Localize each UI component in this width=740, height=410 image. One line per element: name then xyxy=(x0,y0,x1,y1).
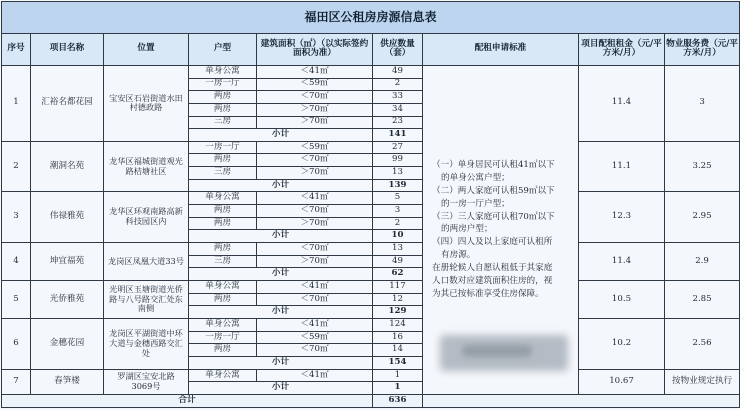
unit-count: 33 xyxy=(373,91,423,104)
project-name: 金穗花园 xyxy=(31,319,104,370)
unit-type: 单身公寓 xyxy=(189,192,257,205)
unit-type: 两房 xyxy=(189,205,257,218)
project-rent: 10.67 xyxy=(579,369,665,394)
project-name: 春笋楼 xyxy=(31,369,104,394)
subtotal-label: 小计 xyxy=(189,306,373,319)
unit-area: ＜70㎡ xyxy=(257,91,373,104)
unit-type: 两房 xyxy=(189,293,257,306)
unit-count: 16 xyxy=(373,331,423,344)
unit-type: 三房 xyxy=(189,116,257,129)
unit-count: 49 xyxy=(373,65,423,78)
project-fee: 2.95 xyxy=(665,192,740,243)
table-row xyxy=(2,192,740,205)
unit-area: ＞70㎡ xyxy=(257,116,373,129)
header-area: 建筑面积（㎡）（以实际签约面积为准） xyxy=(257,33,373,65)
project-location: 龙岗区凤凰大道33号 xyxy=(104,243,189,281)
unit-type: 一房一厅 xyxy=(189,78,257,91)
table-title: 福田区公租房房源信息表 xyxy=(2,2,740,34)
unit-area: ＞70㎡ xyxy=(257,167,373,180)
project-fee: 2.9 xyxy=(665,243,740,281)
application-standard xyxy=(423,65,579,394)
project-name: 潮洞名苑 xyxy=(31,141,104,192)
subtotal-count: 62 xyxy=(373,268,423,281)
project-location: 罗湖区宝安北路3069号 xyxy=(104,369,189,394)
unit-count: 2 xyxy=(373,217,423,230)
standard-line: （一）单身居民可认租41㎡以下 xyxy=(432,160,555,170)
project-name: 汇裕名都花园 xyxy=(31,65,104,141)
unit-type: 两房 xyxy=(189,103,257,116)
header-fee: 物业服务费（元/平方米/月） xyxy=(665,33,740,65)
unit-type: 单身公寓 xyxy=(189,65,257,78)
subtotal-label: 小计 xyxy=(189,356,373,369)
standard-line: （二）两人家庭可认租59㎡以下 xyxy=(432,185,555,196)
project-no: 4 xyxy=(2,243,31,281)
housing-table xyxy=(1,1,740,408)
standard-text xyxy=(432,159,569,301)
unit-type: 单身公寓 xyxy=(189,369,257,382)
project-name: 伟禄雅苑 xyxy=(31,192,104,243)
unit-count: 2 xyxy=(373,78,423,91)
unit-count: 3 xyxy=(373,205,423,218)
project-rent: 11.4 xyxy=(579,243,665,281)
project-rent: 10.2 xyxy=(579,319,665,370)
project-fee: 2.85 xyxy=(665,281,740,319)
project-no: 3 xyxy=(2,192,31,243)
project-no: 2 xyxy=(2,141,31,192)
table-row xyxy=(2,65,740,78)
unit-type: 两房 xyxy=(189,243,257,256)
project-location: 光明区玉塘街道光侨路与八号路交汇处东南侧 xyxy=(104,281,189,319)
project-no: 6 xyxy=(2,319,31,370)
unit-count: 34 xyxy=(373,103,423,116)
unit-count: 13 xyxy=(373,167,423,180)
subtotal-label: 小计 xyxy=(189,268,373,281)
unit-type: 单身公寓 xyxy=(189,319,257,332)
unit-type: 两房 xyxy=(189,344,257,357)
project-fee: 2.56 xyxy=(665,319,740,370)
unit-type: 两房 xyxy=(189,154,257,167)
header-rent: 项目配租租金（元/平方米/月） xyxy=(579,33,665,65)
standard-line: 有房源。 xyxy=(441,250,476,261)
unit-area: ＜70㎡ xyxy=(257,344,373,357)
unit-area: ＜41㎡ xyxy=(257,369,373,382)
unit-area: ＜70㎡ xyxy=(257,154,373,167)
subtotal-count: 141 xyxy=(373,129,423,142)
subtotal-count: 139 xyxy=(373,179,423,192)
unit-type: 两房 xyxy=(189,91,257,104)
table-row xyxy=(2,243,740,256)
table-row xyxy=(2,141,740,154)
subtotal-count: 154 xyxy=(373,356,423,369)
project-no: 5 xyxy=(2,281,31,319)
unit-type: 一房一厅 xyxy=(189,141,257,154)
project-location: 龙华区福城街道观光路桔塘社区 xyxy=(104,141,189,192)
total-label: 合计 xyxy=(2,394,373,407)
unit-area: ＜41㎡ xyxy=(257,319,373,332)
project-no: 7 xyxy=(2,369,31,394)
unit-count: 49 xyxy=(373,255,423,268)
project-rent: 10.5 xyxy=(579,281,665,319)
project-location: 宝安区石岩街道水田村德政路 xyxy=(104,65,189,141)
unit-count: 23 xyxy=(373,116,423,129)
subtotal-count: 10 xyxy=(373,230,423,243)
project-name: 光侨雅苑 xyxy=(31,281,104,319)
unit-type: 单身公寓 xyxy=(189,281,257,294)
unit-type: 两房 xyxy=(189,217,257,230)
subtotal-label: 小计 xyxy=(189,129,373,142)
project-rent: 11.4 xyxy=(579,65,665,141)
unit-area: ＞70㎡ xyxy=(257,103,373,116)
project-location: 龙华区环观南路高新科技园区内 xyxy=(104,192,189,243)
project-fee: 3 xyxy=(665,65,740,141)
unit-count: 1 xyxy=(373,369,423,382)
unit-count: 13 xyxy=(373,243,423,256)
unit-count: 14 xyxy=(373,344,423,357)
total-blank xyxy=(423,394,740,407)
header-type: 户型 xyxy=(189,33,257,65)
unit-area: ＜59㎡ xyxy=(257,331,373,344)
standard-line: 人口数对应建筑面积住房的，视 xyxy=(432,276,553,287)
unit-count: 124 xyxy=(373,319,423,332)
unit-count: 12 xyxy=(373,293,423,306)
standard-line: 在册轮候人自愿认租低于其家庭 xyxy=(432,263,553,274)
unit-type: 三房 xyxy=(189,255,257,268)
standard-line: 的一房一厅户型； xyxy=(441,198,510,209)
standard-line: 的单身公寓户型； xyxy=(441,172,510,183)
standard-line: 的两房户型； xyxy=(441,224,493,235)
unit-count: 99 xyxy=(373,154,423,167)
subtotal-label: 小计 xyxy=(189,179,373,192)
unit-area: ＜41㎡ xyxy=(257,281,373,294)
unit-count: 117 xyxy=(373,281,423,294)
unit-area: ＜59㎡ xyxy=(257,141,373,154)
unit-count: 5 xyxy=(373,192,423,205)
total-row xyxy=(2,394,740,407)
project-name: 坤宜福苑 xyxy=(31,243,104,281)
unit-area: ＜41㎡ xyxy=(257,65,373,78)
table-row xyxy=(2,369,740,382)
unit-count: 27 xyxy=(373,141,423,154)
unit-type: 三房 xyxy=(189,167,257,180)
project-rent: 11.1 xyxy=(579,141,665,192)
unit-area: ＜70㎡ xyxy=(257,243,373,256)
project-fee: 3.25 xyxy=(665,141,740,192)
subtotal-label: 小计 xyxy=(189,382,373,395)
unit-area: ＜70㎡ xyxy=(257,205,373,218)
unit-area: ＜70㎡ xyxy=(257,293,373,306)
table-row xyxy=(2,319,740,332)
standard-line: 为其已按标准享受住房保障。 xyxy=(432,288,544,299)
unit-type: 一房一厅 xyxy=(189,331,257,344)
standard-line: （四）四人及以上家庭可认租所 xyxy=(432,237,553,248)
header-location: 位置 xyxy=(104,33,189,65)
header-name: 项目名称 xyxy=(31,33,104,65)
subtotal-count: 129 xyxy=(373,306,423,319)
unit-area: ＞70㎡ xyxy=(257,217,373,230)
subtotal-count: 1 xyxy=(373,382,423,395)
unit-area: ＞70㎡ xyxy=(257,255,373,268)
table-row xyxy=(2,281,740,294)
header-no: 序号 xyxy=(2,33,31,65)
project-rent: 12.3 xyxy=(579,192,665,243)
project-location: 龙岗区平湖街道中环大道与金穗西路交汇处 xyxy=(104,319,189,370)
header-count: 供应数量（套） xyxy=(373,33,423,65)
header-standard: 配租申请标准 xyxy=(423,33,579,65)
standard-line: （三）三人家庭可认租70㎡以下 xyxy=(432,211,555,222)
project-no: 1 xyxy=(2,65,31,141)
subtotal-label: 小计 xyxy=(189,230,373,243)
project-fee: 按物业规定执行 xyxy=(665,369,740,394)
unit-area: ＜41㎡ xyxy=(257,192,373,205)
total-count: 636 xyxy=(373,394,423,407)
unit-area: ＜59㎡ xyxy=(257,78,373,91)
